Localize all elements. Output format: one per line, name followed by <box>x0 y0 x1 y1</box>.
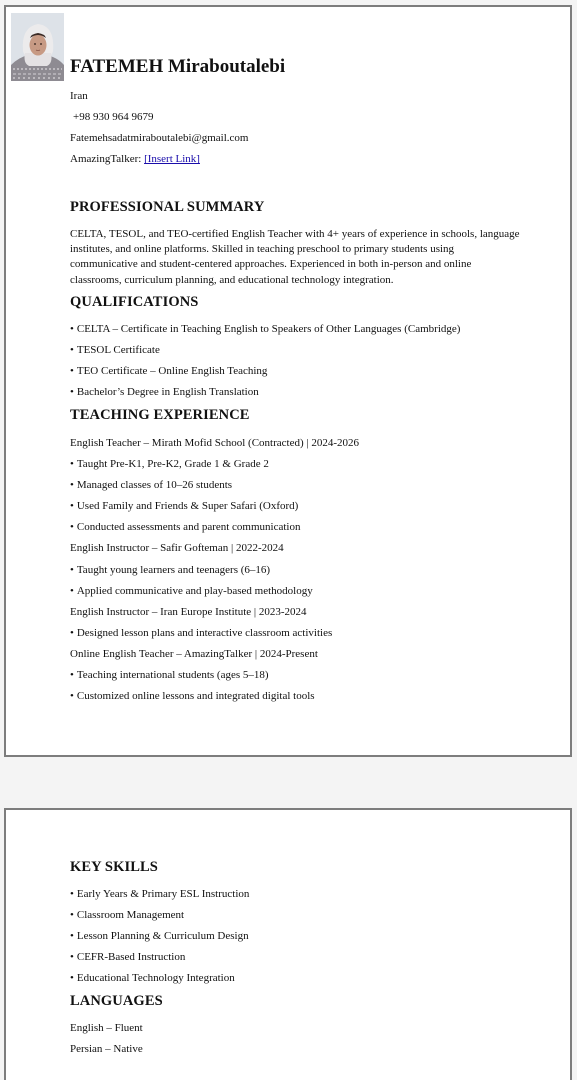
bullet-glyph: • <box>70 669 74 682</box>
skills-heading: KEY SKILLS <box>70 859 158 875</box>
list-item: • Classroom Management <box>70 909 185 922</box>
list-item: • Teaching international students (ages 5–18) <box>70 669 269 682</box>
qualifications-heading: QUALIFICATIONS <box>70 294 199 310</box>
languages-heading: LANGUAGES <box>70 993 163 1009</box>
skills-list <box>70 888 249 993</box>
list-item: • Used Family and Friends & Super Safari (Oxford) <box>70 500 299 513</box>
qualifications-list <box>70 323 460 407</box>
bullet-glyph: • <box>70 521 74 534</box>
experience-list <box>70 437 359 711</box>
resume-page-1 <box>4 5 572 757</box>
list-item: • Managed classes of 10–26 students <box>70 479 233 492</box>
location: Iran <box>70 90 88 102</box>
list-item: • Bachelor’s Degree in English Translation <box>70 386 259 399</box>
profile-photo <box>11 13 64 81</box>
bullet-glyph: • <box>70 479 74 492</box>
list-item: • Customized online lessons and integrated digital tools <box>70 690 315 703</box>
bullet-glyph: • <box>70 690 74 703</box>
profile-photo-image <box>11 13 64 81</box>
resume-page-2 <box>4 808 572 1080</box>
summary-text: CELTA, TESOL, and TEO-certified English Teacher with 4+ years of experience in schools, language institutes, and online platforms. Skilled in teaching preschool to primary students using communicative and student-centered approaches. Experienced in both in-person and online classrooms, curriculum planning, and educational technology integration. <box>70 228 520 286</box>
list-item: • Early Years & Primary ESL Instruction <box>70 888 250 900</box>
list-item: • Designed lesson plans and interactive classroom activities <box>70 626 333 639</box>
list-item: • TESOL Certificate <box>70 344 160 357</box>
list-item: • Lesson Planning & Curriculum Design <box>70 930 249 943</box>
list-item: • CELTA – Certificate in Teaching English to Speakers of Other Languages (Cambridge) <box>70 323 461 335</box>
job-title: English Instructor – Safir Gofteman | 2022-2024 <box>70 542 284 555</box>
bullet-glyph: • <box>70 563 74 576</box>
list-item: • Applied communicative and play-based methodology <box>70 584 313 597</box>
list-item: • CEFR-Based Instruction <box>70 951 186 964</box>
bullet-glyph: • <box>70 626 74 639</box>
amazingtalker-line <box>70 153 200 166</box>
job-title: Online English Teacher – AmazingTalker | 2024-Present <box>70 647 318 660</box>
list-item: Persian – Native <box>70 1043 143 1056</box>
list-item: • Taught young learners and teenagers (6–16) <box>70 563 271 576</box>
bullet-glyph: • <box>70 458 74 471</box>
bullet-glyph: • <box>70 584 74 597</box>
list-item: • Educational Technology Integration <box>70 972 235 985</box>
bullet-glyph: • <box>70 365 74 378</box>
bullet-glyph: • <box>70 888 74 900</box>
candidate-name: FATEMEH Miraboutalebi <box>70 56 286 77</box>
experience-heading: TEACHING EXPERIENCE <box>70 407 250 423</box>
bullet-glyph: • <box>70 951 74 964</box>
bullet-glyph: • <box>70 344 74 357</box>
summary-heading: PROFESSIONAL SUMMARY <box>70 199 265 215</box>
job-title: English Teacher – Mirath Mofid School (Contracted) | 2024-2026 <box>70 437 360 449</box>
bullet-glyph: • <box>70 930 74 943</box>
amazingtalker-label: AmazingTalker: <box>70 153 142 165</box>
bullet-glyph: • <box>70 386 74 399</box>
email-address: Fatemehsadatmiraboutalebi@gmail.com <box>70 132 249 144</box>
bullet-glyph: • <box>70 909 74 922</box>
list-item: • Taught Pre-K1, Pre-K2, Grade 1 & Grade 2 <box>70 458 269 471</box>
amazingtalker-link[interactable]: [Insert Link] <box>144 153 200 165</box>
languages-list <box>70 1022 143 1064</box>
list-item: • Conducted assessments and parent communication <box>70 521 301 534</box>
job-title: English Instructor – Iran Europe Institute | 2023-2024 <box>70 605 307 618</box>
phone-number: +98 930 964 9679 <box>73 111 154 123</box>
list-item: English – Fluent <box>70 1022 143 1034</box>
bullet-glyph: • <box>70 972 74 985</box>
bullet-glyph: • <box>70 323 74 335</box>
bullet-glyph: • <box>70 500 74 513</box>
list-item: • TEO Certificate – Online English Teaching <box>70 365 268 378</box>
